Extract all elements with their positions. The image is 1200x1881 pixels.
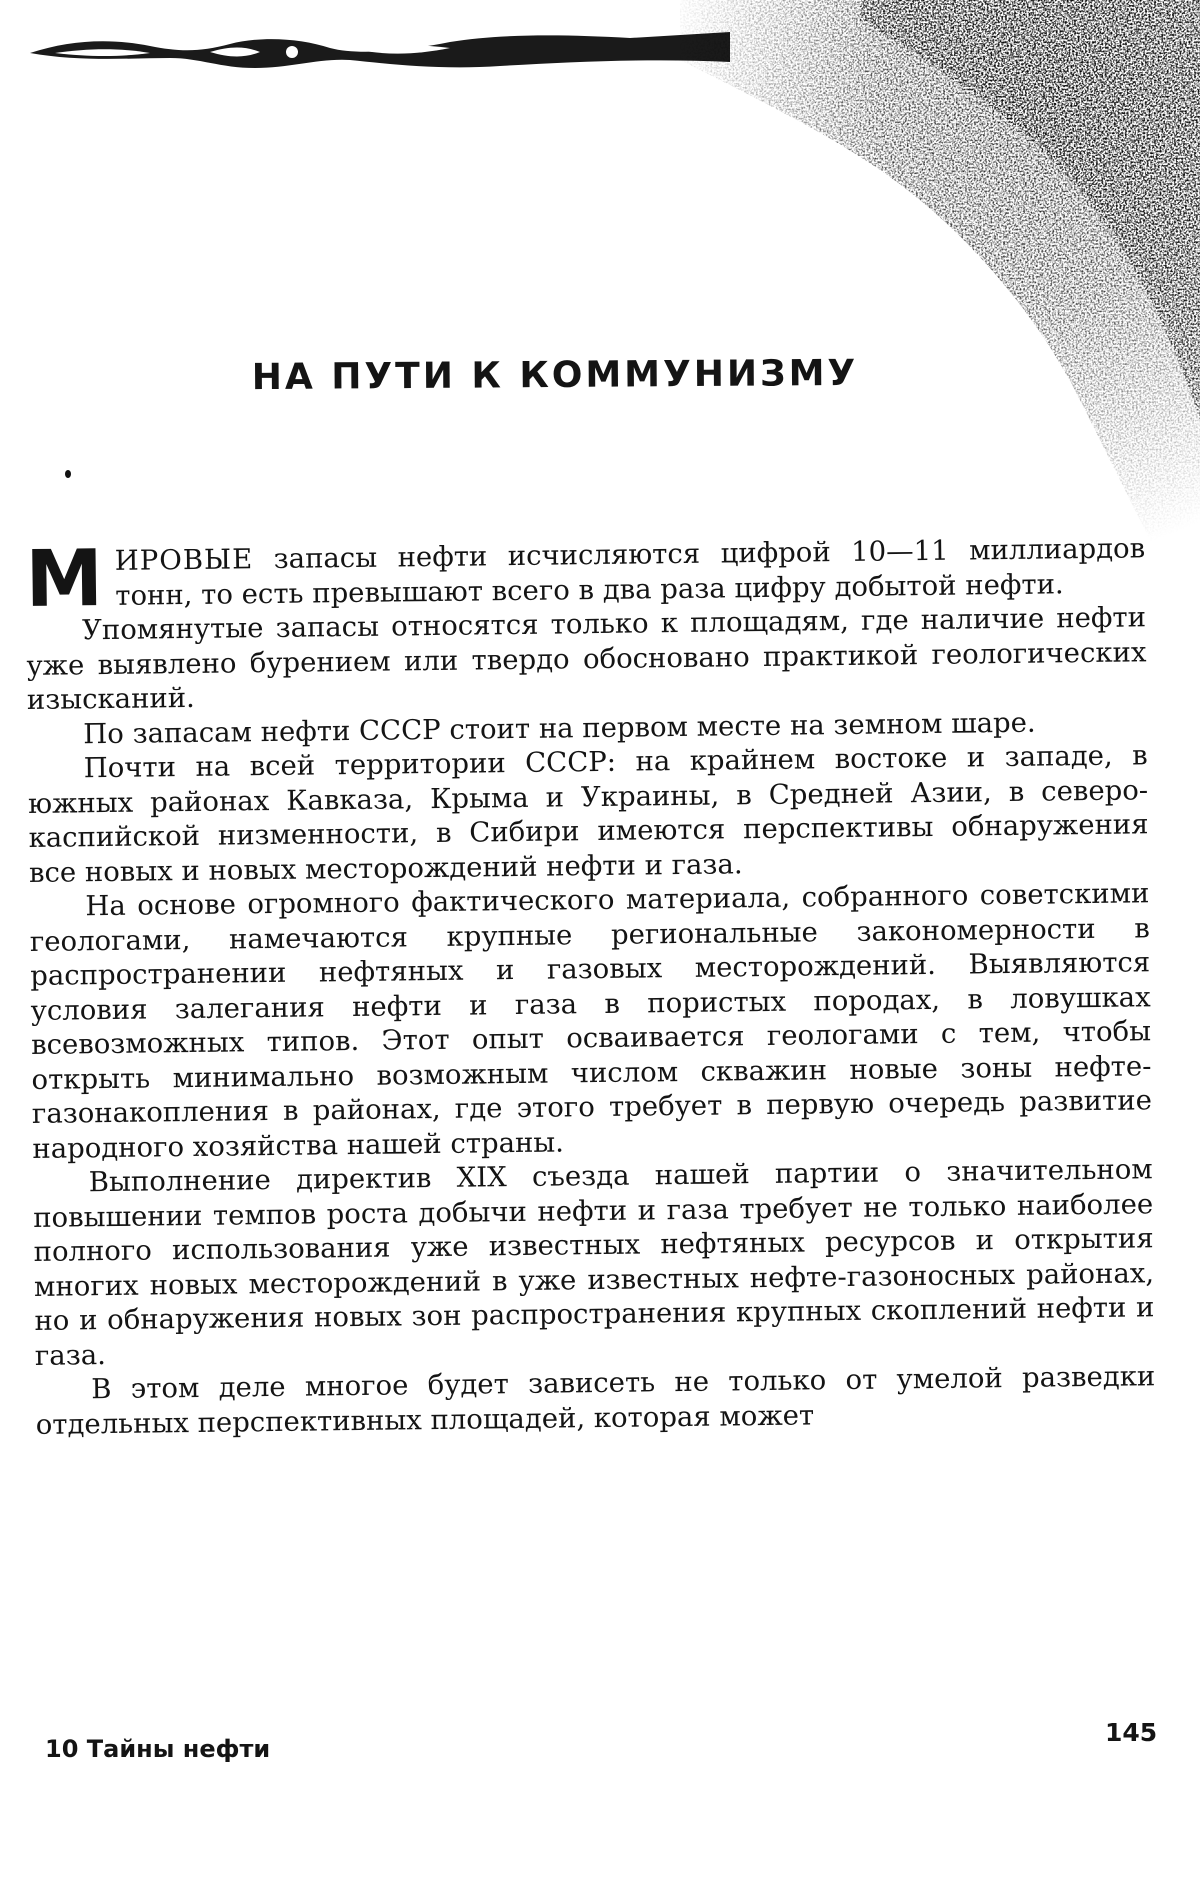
paragraph-4: Почти на всей территории СССР: на крайнем востоке и западе, в южных районах Кавказа, Крыма и Украины, в Средней Азии, в северо-каспийской низменности, в Сибири имеются перспективы обнаружения все новых и новых месторождений нефти и газа. xyxy=(27,739,1149,889)
paragraph-1-text: запасы нефти исчисляются цифрой 10—11 миллиардов тонн, то есть превышают всего в два раза цифру добытой нефти. xyxy=(115,532,1146,612)
paragraph-3: По запасам нефти СССР стоит на первом месте на земном шаре. xyxy=(83,706,1036,750)
page-number: 145 xyxy=(1105,1718,1158,1747)
drop-cap: М xyxy=(24,534,104,625)
paragraph-6: Выполнение директив XIX съезда нашей партии о значительном повышении темпов роста добычи нефти и газа требует не только наиболее полного использования уже известных нефтяных ресурсов и открытия многих новых месторождений в уже известных нефте-газоносных районах, но и обнаружения новых зон распространения крупных скоплений нефти и газа. xyxy=(33,1153,1155,1372)
paragraph-5: На основе огромного фактического материала, собранного советскими геологами, намечаются крупные региональные закономерности в распространении нефтяных и газовых месторождений. Выявляются условия залегания нефти и газа в пористых породах, в ловушках всевозможных типов. Этот опыт осваивается геологами с тем, чтобы открыть минимально возможным числом скважин новые зоны нефте-газонакопления в районах, где этого требует в первую очередь развитие народного хозяйства нашей страны. xyxy=(29,877,1153,1165)
paragraph-2: Упомянутые запасы относятся только к площадям, где наличие нефти уже выявлено бурением или твердо обосновано практикой геологических изысканий. xyxy=(26,601,1147,716)
first-word: ИРОВЫЕ xyxy=(114,543,254,577)
paragraph-7: В этом деле многое будет зависеть не только от умелой разведки отдельных перспективных площадей, которая может xyxy=(35,1360,1156,1441)
ink-speck xyxy=(65,470,71,478)
chapter-title: НА ПУТИ К КОММУНИЗМУ xyxy=(251,352,859,399)
printer-signature: 10 Тайны нефти xyxy=(45,1735,271,1763)
body-text xyxy=(25,531,1156,1442)
